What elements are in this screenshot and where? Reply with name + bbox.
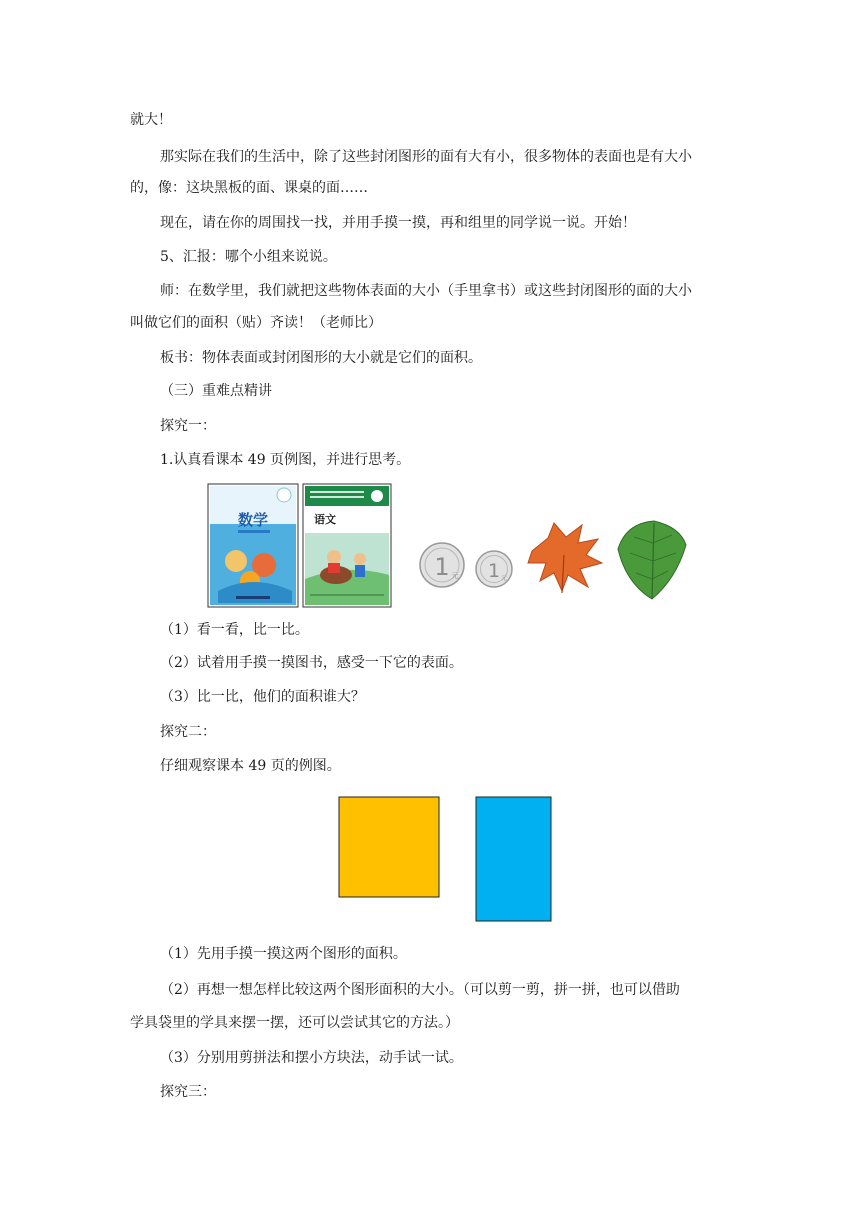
paragraph: 1.认真看课本 49 页例图，并进行思考。 [160, 452, 411, 468]
blue-rectangle [476, 797, 551, 921]
paragraph: 仔细观察课本 49 页的例图。 [160, 758, 341, 774]
paragraph: 师：在数学里，我们就把这些物体表面的大小（手里拿书）或这些封闭图形的面的大小 [160, 283, 692, 299]
paragraph: 叫做它们的面积（贴）齐读！（老师比） [130, 315, 382, 331]
paragraph: 就大！ [130, 112, 172, 128]
paragraph: 板书：物体表面或封闭图形的大小就是它们的面积。 [160, 350, 482, 366]
math-book-image [208, 484, 298, 607]
math-book-title: 数学 [237, 511, 269, 529]
coin-small-unit: 元 [500, 575, 508, 582]
green-leaf-image [618, 521, 686, 599]
paragraph: 那实际在我们的生活中，除了这些封闭图形的面有大有小，很多物体的表面也是有大小 [160, 149, 692, 165]
paragraph: 探究一： [160, 418, 216, 434]
list-item: （3）分别用剪拼法和摆小方块法，动手试一试。 [160, 1050, 463, 1066]
coin-large-value: 1 [434, 553, 450, 581]
chinese-book-title: 语文 [314, 513, 336, 526]
paragraph: 探究二： [160, 724, 216, 740]
one-yuan-coin-small [476, 551, 512, 587]
list-item: （3）比一比，他们的面积谁大？ [160, 689, 365, 705]
paragraph: 5、汇报：哪个小组来说说。 [160, 249, 337, 265]
list-item: （2）试着用手摸一摸图书，感受一下它的表面。 [160, 655, 463, 671]
list-item: 学具袋里的学具来摆一摆，还可以尝试其它的方法。） [130, 1015, 459, 1031]
one-yuan-coin-large [420, 543, 464, 587]
figure-books-coins-leaves [206, 483, 692, 609]
list-item: （1）看一看，比一比。 [160, 622, 309, 638]
paragraph: 的，像：这块黑板的面、课桌的面…… [130, 180, 368, 196]
coin-small-value: 1 [487, 560, 501, 582]
yellow-square [339, 797, 439, 897]
chinese-book-image [303, 484, 391, 607]
coin-large-unit: 元 [451, 572, 459, 580]
paragraph: 现在，请在你的周围找一找，并用手摸一摸，再和组里的同学说一说。开始！ [160, 215, 636, 231]
orange-maple-leaf-image [528, 523, 602, 593]
paragraph: 探究三： [160, 1084, 216, 1100]
list-item: （1）先用手摸一摸这两个图形的面积。 [160, 946, 407, 962]
section-heading: （三）重难点精讲 [160, 383, 272, 399]
list-item: （2）再想一想怎样比较这两个图形面积的大小。（可以剪一剪，拼一拼，也可以借助 [160, 982, 680, 998]
figure-square-rectangle [336, 794, 556, 924]
